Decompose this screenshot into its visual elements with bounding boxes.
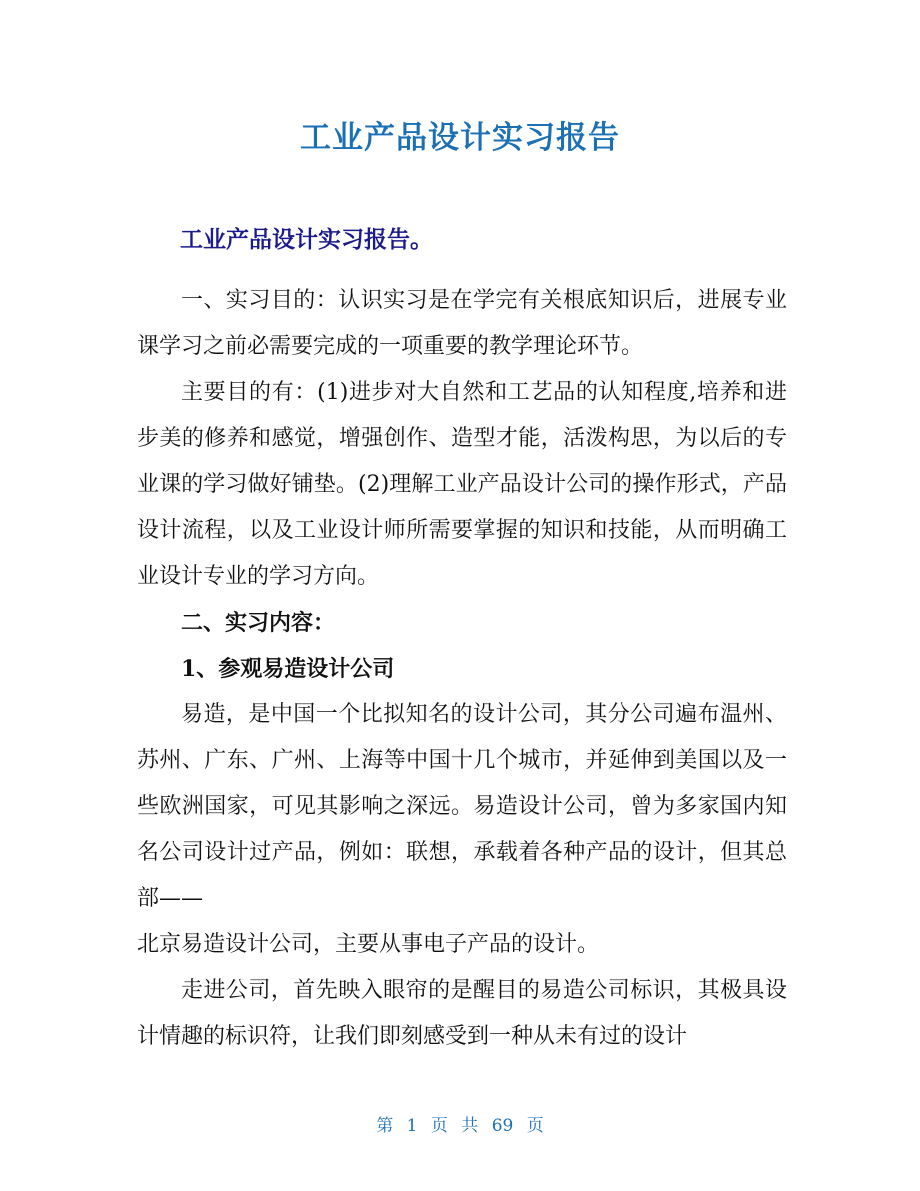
footer-label-di: 第	[376, 1116, 394, 1136]
page-footer	[0, 1113, 920, 1139]
document-body	[137, 278, 787, 1060]
section-heading-content: 二、实习内容：	[181, 610, 336, 636]
paragraph-beijing-hq: 北京易造设计公司，主要从事电子产品的设计。	[137, 932, 600, 957]
footer-total-pages: 69	[491, 1116, 514, 1136]
footer-label-gong: 共	[461, 1116, 479, 1136]
paragraph-company-intro: 易造，是中国一个比拟知名的设计公司，其分公司遍布温州、苏州、广东、广州、上海等中国十几个城市，并延伸到美国以及一些欧洲国家，可见其影响之深远。易造设计公司，曾为多家国内知名公司设计过产品，例如：联想，承载着各种产品的设计，但其总部——	[137, 702, 787, 911]
page-title: 工业产品设计实习报告	[300, 120, 620, 156]
subsection-heading-visit: 1、参观易造设计公司	[181, 656, 395, 682]
footer-label-ye2: 页	[526, 1116, 544, 1136]
paragraph-entering-company: 走进公司，首先映入眼帘的是醒目的易造公司标识，其极具设计情趣的标识符，让我们即刻感受到一种从未有过的设计	[137, 978, 787, 1049]
paragraph-purpose: 一、实习目的：认识实习是在学完有关根底知识后，进展专业课学习之前必需要完成的一项重要的教学理论环节。	[137, 288, 787, 359]
footer-label-ye: 页	[430, 1116, 448, 1136]
document-subtitle: 工业产品设计实习报告。	[180, 227, 433, 253]
footer-current-page: 1	[406, 1116, 418, 1136]
paragraph-main-goals: 主要目的有：(1)进步对大自然和工艺品的认知程度,培养和进步美的修养和感觉，增强创作、造型才能，活泼构思，为以后的专业课的学习做好铺垫。(2)理解工业产品设计公司的操作形式，产品设计流程，以及工业设计师所需要掌握的知识和技能，从而明确工业设计专业的学习方向。	[137, 380, 787, 589]
